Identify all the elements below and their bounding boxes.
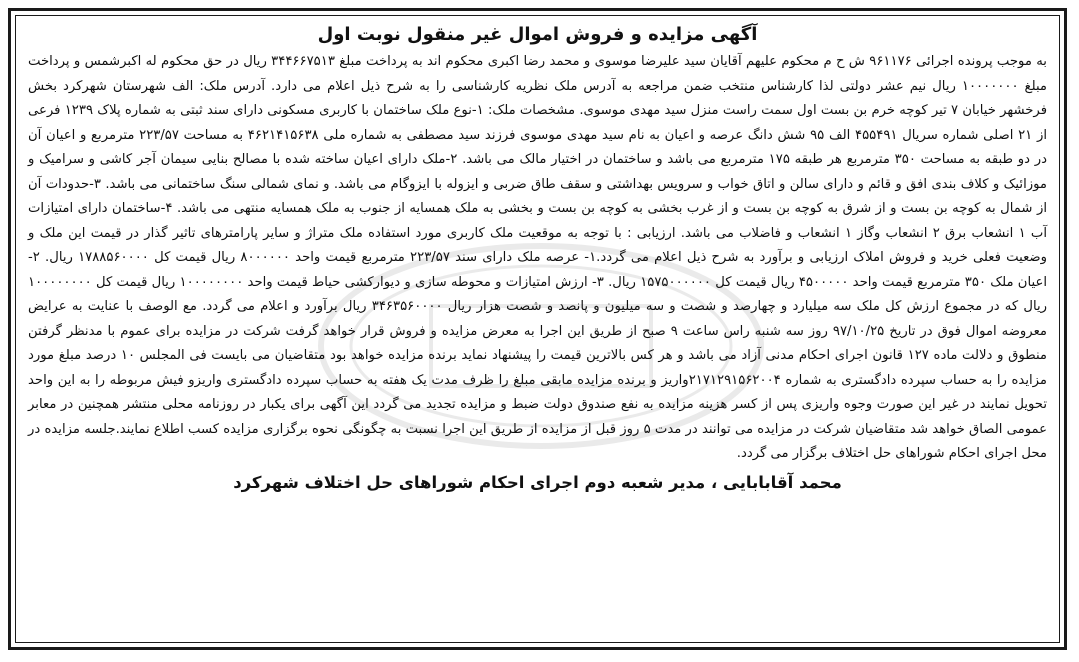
notice-frame xyxy=(8,8,1067,650)
notice-inner-frame xyxy=(15,15,1060,643)
notice-signature: محمد آقابابایی ، مدیر شعبه دوم اجرای احکام شوراهای حل اختلاف شهرکرد xyxy=(233,472,842,492)
notice-title: آگهی مزایده و فروش اموال غیر منقول نوبت اول xyxy=(317,24,758,45)
notice-body: به موجب پرونده اجرائی ۹۶۱۱۷۶ ش ح م محکوم علیهم آقایان سید علیرضا موسوی و محمد رضا اکبری محکوم اند به پرداخت مبلغ ۳۴۴۶۶۷۵۱۳ ریال در حق محکوم له اکبرشمس و پرداخت مبلغ ۱۰۰۰۰۰۰۰ ریال نیم عشر دولتی لذا کارشناس منتخب ضمن مراجعه به آدرس ملک نظریه کارشناسی را به شرح ذیل اعلام می دارد. آدرس ملک: الف شهرستان شهرکرد بخش فرخشهر خیابان ۷ تیر کوچه خرم بن بست اول سمت راست منزل سید مهدی موسوی. مشخصات ملک: ۱-نوع ملک ساختمان با کاربری مسکونی دارای سند ثبتی به شماره پلاک ۱۲۳۹ فرعی از ۲۱ اصلی شماره سریال ۴۵۵۴۹۱ الف ۹۵ شش دانگ عرصه و اعیان به نام سید مهدی موسوی فرزند سید مصطفی به شماره ملی ۴۶۲۱۴۱۵۶۳۸ به مساحت ۲۲۳/۵۷ مترمربع و اعیان آن در دو طبقه به مساحت ۳۵۰ مترمربع هر طبقه ۱۷۵ مترمربع می باشد و ساختمان در اختیار مالک می باشد. ۲-ملک دارای اعیان ساخته شده با مصالح بنایی سیمان آجر کاشی و سرامیک و موزائیک و کلاف بندی افق و قائم و دارای سالن و اتاق خواب و سرویس بهداشتی و سقف طاق ضربی و ایزوله با ایزوگام می باشد. و نمای شمالی سنگ ساختمانی می باشد. ۳-حدودات آن از شمال به کوچه بن بست و از شرق به کوچه بن بست و از غرب بخشی به کوچه بن بست و بخشی به ملک همسایه از جنوب به ملک همسایه منتهی می باشد. ۴-ساختمان دارای امتیازات آب ۱ انشعاب برق ۲ انشعاب وگاز ۱ انشعاب و فاضلاب می باشد. ارزیابی : با توجه به موقعیت ملک کاربری مورد استفاده ملک متراژ و سایر پارامترهای تاثیر گذار در قیمت این ملک و وضعیت فعلی خرید و فروش املاک ارزیابی و برآورد به شرح ذیل اعلام می گردد.۱- عرصه ملک دارای سند ۲۲۳/۵۷ مترمربع قیمت واحد ۸۰۰۰۰۰۰ ریال قیمت کل ۱۷۸۸۵۶۰۰۰۰ ریال. ۲- اعیان ملک ۳۵۰ مترمربع قیمت واحد ۴۵۰۰۰۰۰ ریال قیمت کل ۱۵۷۵۰۰۰۰۰۰ ریال. ۳- ارزش امتیازات و محوطه سازی و دیوارکشی حیاط قیمت واحد ۱۰۰۰۰۰۰۰۰ ریال قیمت کل ۱۰۰۰۰۰۰۰۰ ریال که در مجموع ارزش کل ملک سه میلیارد و چهارصد و شصت و سه میلیون و پانصد و شصت هزار ریال ۳۴۶۳۵۶۰۰۰۰ ریال برآورد و اعلام می گردد. مع الوصف با عنایت به عرایض معروضه اموال فوق در تاریخ ۹۷/۱۰/۲۵ روز سه شنبه راس ساعت ۹ صبح از طریق این اجرا به معرض مزایده و فروش قرار خواهد گرفت شرکت در مزایده برای عموم با مدنظر گرفتن منطوق و دلالت ماده ۱۲۷ قانون اجرای احکام مدنی آزاد می باشد و هر کس بالاترین قیمت را پیشنهاد نماید برنده مزایده خواهد بود متقاضیان می بایست فی المجلس ۱۰ درصد مبلغ مورد مزایده را به حساب سپرده دادگستری به شماره ۲۱۷۱۲۹۱۵۶۲۰۰۴واریز و برنده مزایده مابقی مبلغ را ظرف مدت یک هفته به حساب سپرده دادگستری واریزو فیش مربوطه را به این واحد تحویل نمایند در غیر این صورت وجوه واریزی پس از کسر هزینه مزایده به نفع صندوق دولت ضبط و مزایده تجدید می گردد این آگهی برای یکبار در روزنامه محلی منتشر همچنین در معابر عمومی الصاق خواهد شد متقاضیان شرکت در مزایده می توانند در مدت ۵ روز قبل از مزایده از طریق این اجرا نسبت به چگونگی نحوه برگزاری مزایده کسب اطلاع نمایند.جلسه مزایده در محل اجرای احکام شوراهای حل اختلاف برگزار می گردد. xyxy=(28,54,1048,461)
